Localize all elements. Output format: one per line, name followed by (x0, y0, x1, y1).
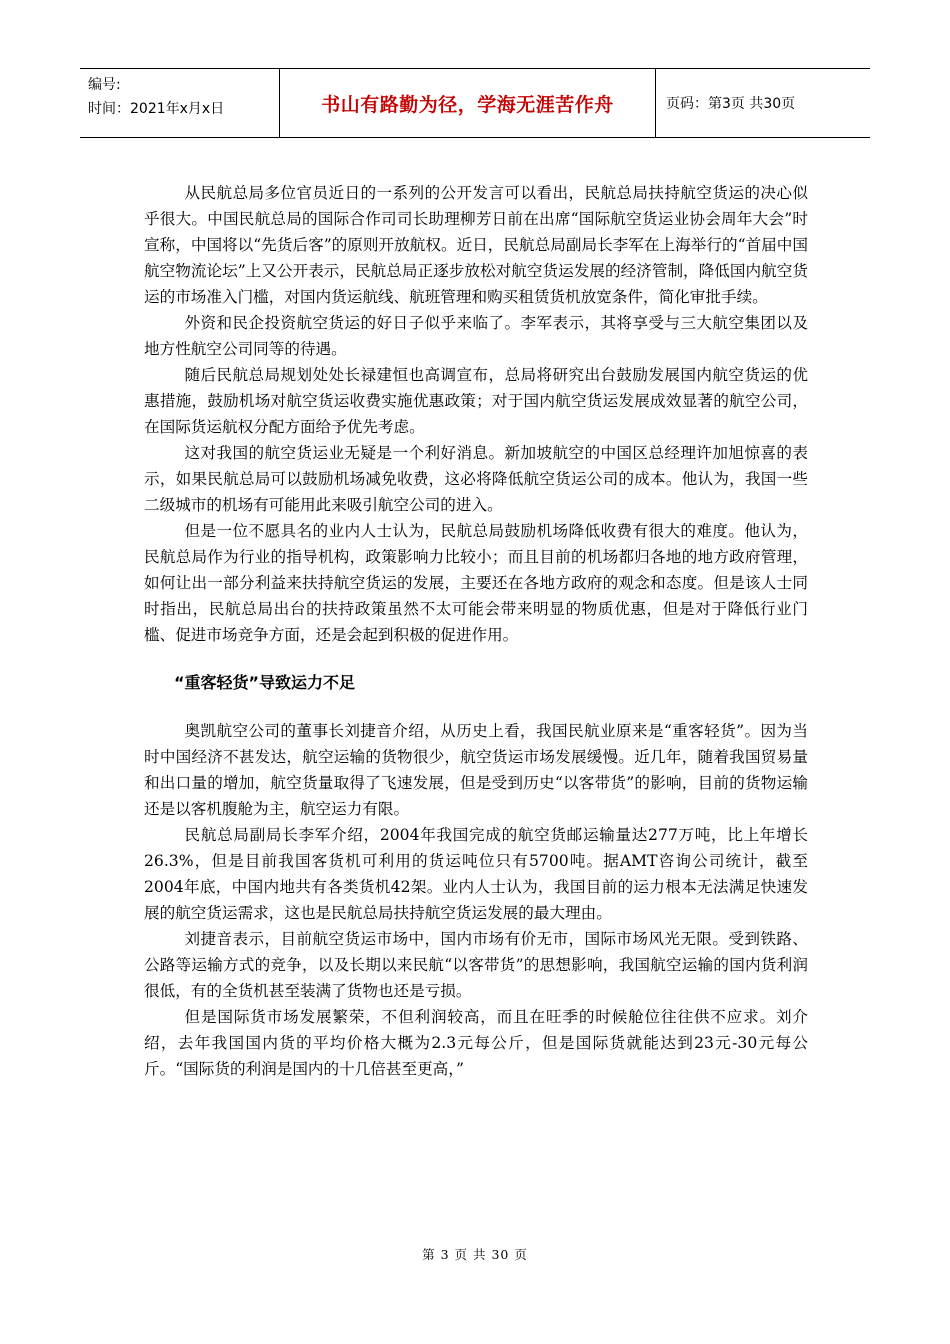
body-paragraph: 刘捷音表示，目前航空货运市场中，国内市场有价无市，国际市场风光无限。受到铁路、公路等运输方式的竞争，以及长期以来民航“以客带货”的思想影响，我国航空运输的国内货利润很低，有的全货机甚至装满了货物也还是亏损。 (144, 930, 808, 1000)
header-motto-cell (280, 69, 656, 137)
page-header (80, 68, 870, 138)
body-paragraph: 但是国际货市场发展繁荣，不但利润较高，而且在旺季的时候舱位往往供不应求。刘介绍，去年我国国内货的平均价格大概为2.3元每公斤，但是国际货就能达到23元-30元每公斤。“国际货的利润是国内的十几倍甚至更高，” (144, 1008, 808, 1078)
body-paragraph: 奥凯航空公司的董事长刘捷音介绍，从历史上看，我国民航业原来是“重客轻货”。因为当时中国经济不甚发达，航空运输的货物很少，航空货运市场发展缓慢。近几年，随着我国贸易量和出口量的增加，航空货量取得了飞速发展，但是受到历史“以客带货”的影响，目前的货物运输还是以客机腹舱为主，航空运力有限。 (144, 722, 808, 818)
body-paragraph: 从民航总局多位官员近日的一系列的公开发言可以看出，民航总局扶持航空货运的决心似乎很大。中国民航总局的国际合作司司长助理柳芳日前在出席“国际航空货运业协会周年大会”时宣称，中国将以“先货后客”的原则开放航权。近日，民航总局副局长李军在上海举行的“首届中国航空物流论坛”上又公开表示，民航总局正逐步放松对航空货运发展的经济管制，降低国内航空货运的市场准入门槛，对国内货运航线、航班管理和购买租赁货机放宽条件，简化审批手续。 (144, 184, 808, 306)
header-page-info: 页码：第3页 共30页 (666, 96, 796, 112)
page-footer: 第 3 页 共 30 页 (422, 1247, 528, 1262)
section-heading: “重客轻货”导致运力不足 (174, 673, 356, 692)
body-paragraph: 这对我国的航空货运业无疑是一个利好消息。新加坡航空的中国区总经理许加旭惊喜的表示，如果民航总局可以鼓励机场减免收费，这必将降低航空货运公司的成本。他认为，我国一些二级城市的机场有可能用此来吸引航空公司的进入。 (144, 444, 808, 514)
body-paragraph: 随后民航总局规划处处长禄建恒也高调宣布，总局将研究出台鼓励发展国内航空货运的优惠措施，鼓励机场对航空货运收费实施优惠政策；对于国内航空货运发展成效显著的航空公司，在国际货运航权分配方面给予优先考虑。 (144, 366, 808, 436)
document-body (144, 180, 808, 1082)
header-motto: 书山有路勤为径，学海无涯苦作舟 (321, 93, 614, 116)
body-paragraph: 民航总局副局长李军介绍，2004年我国完成的航空货邮运输量达277万吨，比上年增长26.3%，但是目前我国客货机可利用的货运吨位只有5700吨。据AMT咨询公司统计，截至2004年底，中国内地共有各类货机42架。业内人士认为，我国目前的运力根本无法满足快速发展的航空货运需求，这也是民航总局扶持航空货运发展的最大理由。 (144, 826, 808, 922)
body-paragraph: 但是一位不愿具名的业内人士认为，民航总局鼓励机场降低收费有很大的难度。他认为，民航总局作为行业的指导机构，政策影响力比较小；而且目前的机场都归各地的地方政府管理，如何让出一部分利益来扶持航空货运的发展，主要还在各地方政府的观念和态度。但是该人士同时指出，民航总局出台的扶持政策虽然不太可能会带来明显的物质优惠，但是对于降低行业门槛、促进市场竞争方面，还是会起到积极的促进作用。 (144, 522, 808, 644)
header-number-label: 编号: (88, 77, 121, 93)
body-paragraph: 外资和民企投资航空货运的好日子似乎来临了。李军表示，其将享受与三大航空集团以及地方性航空公司同等的待遇。 (144, 314, 808, 358)
header-time-label: 时间：2021年x月x日 (88, 101, 225, 117)
header-meta (80, 69, 280, 137)
